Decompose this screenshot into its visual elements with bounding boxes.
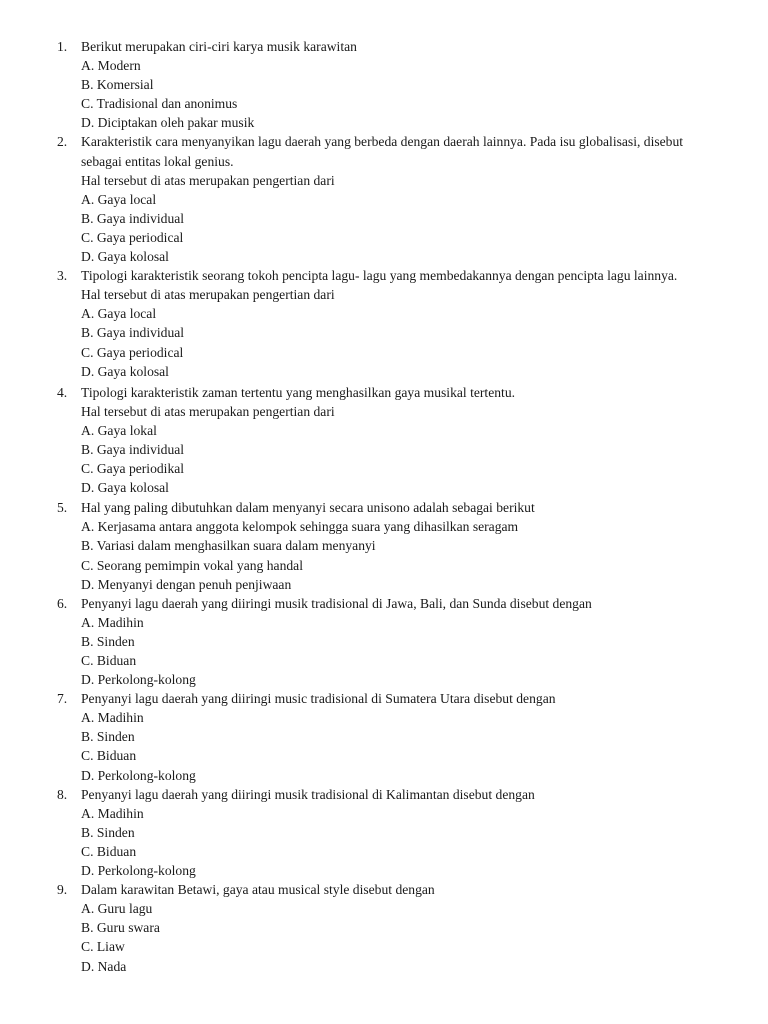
question-8 — [0, 785, 768, 880]
option-d: D. Diciptakan oleh pakar musik — [81, 115, 255, 131]
option-a: A. Gaya local — [81, 306, 157, 322]
question-text: Penyanyi lagu daerah yang diiringi musik tradisional di Kalimantan disebut dengan — [81, 786, 535, 802]
question-number: 2. — [57, 134, 68, 150]
option-d: D. Gaya kolosal — [81, 249, 169, 265]
option-d: D. Menyanyi dengan penuh penjiwaan — [81, 576, 292, 592]
option-a: A. Guru lagu — [81, 901, 153, 917]
option-c: C. Biduan — [81, 653, 137, 668]
question-text: Penyanyi lagu daerah yang diiringi musik tradisional di Jawa, Bali, dan Sunda disebut dengan — [81, 595, 592, 611]
option-c: C. Gaya periodical — [81, 229, 184, 245]
option-a: A. Gaya lokal — [81, 422, 157, 438]
question-text: Karakteristik cara menyanyikan lagu daerah yang berbeda dengan daerah lainnya. Pada isu globalisasi, disebut sebagai entitas lokal genius. — [81, 134, 684, 169]
option-a: A. Modern — [81, 58, 141, 74]
option-a: A. Madihin — [81, 710, 144, 726]
option-b: B. Sinden — [81, 824, 135, 840]
option-d: D. Perkolong-kolong — [81, 863, 196, 879]
option-b: B. Sinden — [81, 633, 135, 649]
question-6 — [0, 594, 768, 689]
question-text: Dalam karawitan Betawi, gaya atau musical style disebut dengan — [81, 882, 435, 898]
option-b: B. Gaya individual — [81, 210, 185, 226]
question-4 — [0, 383, 768, 498]
question-text: Tipologi karakteristik zaman tertentu yang menghasilkan gaya musikal tertentu. — [81, 384, 516, 400]
option-d: D. Perkolong-kolong — [81, 767, 196, 783]
question-text: Penyanyi lagu daerah yang diiringi music tradisional di Sumatera Utara disebut dengan — [81, 691, 556, 707]
option-b: B. Gaya individual — [81, 441, 185, 457]
question-7 — [0, 689, 768, 784]
question-subtext: Hal tersebut di atas merupakan pengertian dari — [81, 287, 335, 303]
option-d: D. Gaya kolosal — [81, 363, 169, 379]
option-b: B. Guru swara — [81, 920, 160, 936]
option-c: C. Gaya periodikal — [81, 461, 185, 477]
option-a: A. Kerjasama antara anggota kelompok sehingga suara yang dihasilkan seragam — [81, 519, 519, 535]
option-c: C. Biduan — [81, 748, 137, 764]
question-text: Berikut merupakan ciri-ciri karya musik karawitan — [81, 39, 357, 54]
question-number: 1. — [57, 39, 68, 54]
option-b: B. Gaya individual — [81, 325, 185, 341]
question-text: Hal yang paling dibutuhkan dalam menyanyi secara unisono adalah sebagai berikut — [81, 500, 535, 516]
question-number: 4. — [57, 384, 68, 400]
question-number: 8. — [57, 786, 68, 802]
option-c: C. Seorang pemimpin vokal yang handal — [81, 557, 303, 573]
option-d: D. Nada — [81, 958, 127, 974]
option-b: B. Sinden — [81, 729, 135, 745]
option-c: C. Gaya periodical — [81, 344, 184, 360]
option-d: D. Perkolong-kolong — [81, 672, 196, 688]
option-c: C. Liaw — [81, 939, 125, 955]
option-a: A. Madihin — [81, 805, 144, 821]
option-a: A. Madihin — [81, 614, 144, 630]
question-5 — [0, 498, 768, 593]
question-1 — [0, 37, 768, 132]
option-b: B. Variasi dalam menghasilkan suara dalam menyanyi — [81, 538, 376, 554]
question-2 — [0, 132, 768, 266]
question-text: Tipologi karakteristik seorang tokoh pencipta lagu- lagu yang membedakannya dengan pencipta lagu lainnya. — [81, 268, 678, 284]
question-number: 3. — [57, 268, 68, 284]
option-d: D. Gaya kolosal — [81, 480, 169, 496]
question-3 — [0, 266, 768, 381]
option-b: B. Komersial — [81, 77, 154, 93]
question-number: 7. — [57, 691, 68, 707]
option-a: A. Gaya local — [81, 191, 157, 207]
question-subtext: Hal tersebut di atas merupakan pengertian dari — [81, 172, 335, 188]
option-c: C. Tradisional dan anonimus — [81, 96, 238, 112]
question-subtext: Hal tersebut di atas merupakan pengertian dari — [81, 403, 335, 419]
question-number: 5. — [57, 500, 68, 516]
question-9 — [0, 880, 768, 975]
option-c: C. Biduan — [81, 843, 137, 859]
question-number: 6. — [57, 595, 68, 611]
question-list — [0, 37, 768, 976]
question-number: 9. — [57, 882, 68, 898]
